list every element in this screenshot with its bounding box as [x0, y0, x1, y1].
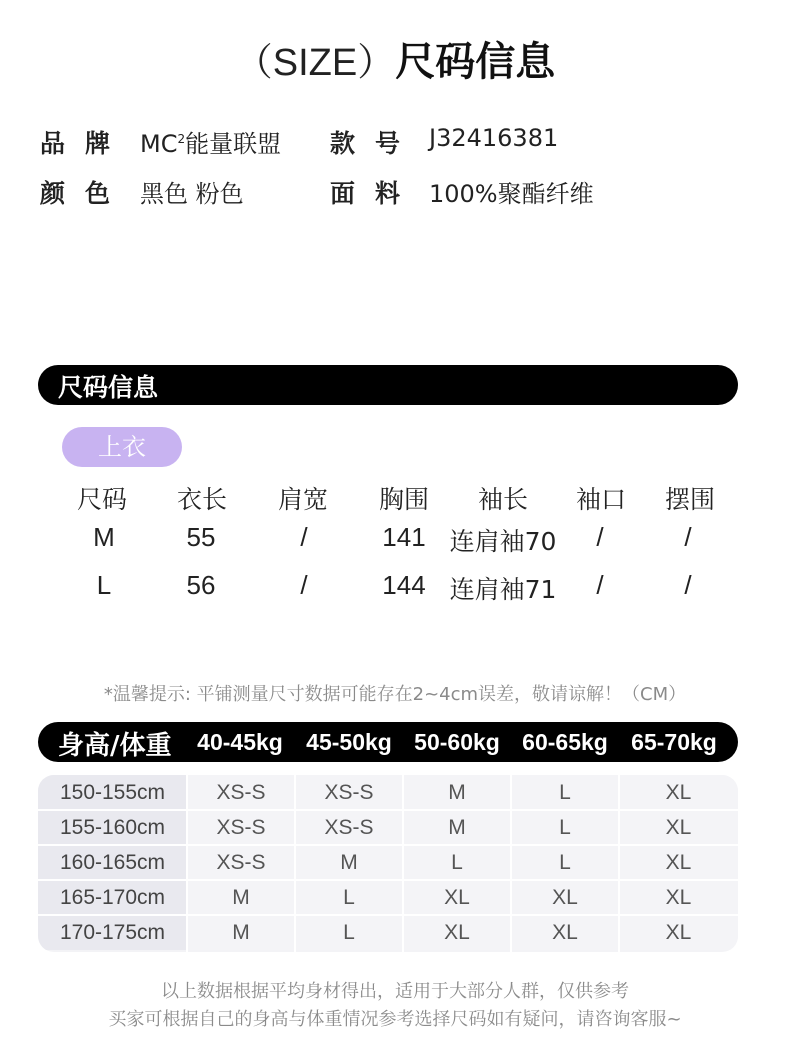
- brand-value: [140, 124, 281, 159]
- grid-divider: [294, 775, 296, 952]
- weight-column-header: 60-65kg: [522, 729, 608, 755]
- grid-divider: [510, 775, 512, 952]
- grid-cell: XL: [403, 880, 511, 915]
- size-table-cell: 56: [186, 570, 216, 600]
- size-table-cell: /: [684, 522, 692, 552]
- size-table-cell: /: [684, 570, 692, 600]
- grid-row: [38, 775, 738, 810]
- height-label: 170-175cm: [38, 915, 187, 950]
- size-table-cell: /: [300, 570, 308, 600]
- grid-row: [38, 915, 738, 950]
- grid-cell: XL: [619, 880, 738, 915]
- fabric-label: 面料: [330, 179, 421, 208]
- grid-cell: L: [295, 880, 403, 915]
- grid-cell: XL: [403, 915, 511, 950]
- grid-cell: XL: [619, 775, 738, 810]
- grid-cell: L: [295, 915, 403, 950]
- footer-note-line1: 以上数据根据平均身材得出，适用于大部分人群，仅供参考: [161, 981, 629, 1002]
- grid-divider: [38, 879, 738, 881]
- grid-cell: XS-S: [295, 775, 403, 810]
- grid-divider: [38, 914, 738, 916]
- measurement-tip: *温馨提示: 平铺测量尺寸数据可能存在2~4cm误差，敬请谅解！（CM）: [103, 684, 687, 705]
- grid-divider: [38, 844, 738, 846]
- weight-column-header: 65-70kg: [631, 729, 717, 755]
- grid-cell: L: [511, 775, 619, 810]
- color-value: 黑色 粉色: [140, 180, 244, 208]
- brand-name: MC: [140, 130, 178, 158]
- grid-cell: M: [187, 915, 295, 950]
- page-title: [0, 30, 790, 85]
- size-table-cell: 55: [186, 522, 216, 552]
- grid-cell: M: [403, 810, 511, 845]
- grid-cell: XL: [511, 915, 619, 950]
- size-table-cell: 144: [382, 570, 426, 600]
- size-recommendation-grid: [38, 775, 738, 952]
- grid-divider: [38, 809, 738, 811]
- size-table-cell: M: [93, 522, 115, 552]
- title-size-en: （SIZE）: [234, 42, 396, 84]
- size-table-header: 衣长: [176, 485, 228, 514]
- height-label: 155-160cm: [38, 810, 187, 845]
- color-label: 颜色: [40, 179, 131, 208]
- grid-row: [38, 845, 738, 880]
- brand-superscript: 2: [177, 132, 186, 146]
- size-table-cell: 连肩袖70: [449, 527, 557, 556]
- grid-cell: M: [403, 775, 511, 810]
- size-table-header: 摆围: [664, 485, 716, 514]
- grid-cell: XS-S: [187, 845, 295, 880]
- size-table-header: 胸围: [378, 485, 430, 514]
- grid-cell: L: [403, 845, 511, 880]
- size-table-header: 袖口: [575, 485, 627, 514]
- grid-divider: [618, 775, 620, 952]
- weight-column-header: 40-45kg: [197, 729, 283, 755]
- style-value: J32416381: [429, 124, 559, 152]
- size-table-cell: L: [96, 570, 112, 600]
- grid-row: [38, 810, 738, 845]
- grid-cell: XL: [619, 845, 738, 880]
- style-label: 款号: [330, 129, 421, 158]
- size-table-cell: /: [596, 522, 604, 552]
- size-table-header: 肩宽: [277, 485, 329, 514]
- fabric-value: 100%聚酯纤维: [429, 180, 594, 208]
- height-label: 165-170cm: [38, 880, 187, 915]
- grid-divider: [402, 775, 404, 952]
- grid-cell: XS-S: [295, 810, 403, 845]
- size-table-header: 袖长: [477, 485, 529, 514]
- size-table-header: 尺码: [76, 485, 128, 514]
- section-title: 尺码信息: [58, 373, 159, 402]
- size-table-cell: 141: [382, 522, 426, 552]
- weight-column-header: 50-60kg: [414, 729, 500, 755]
- grid-cell: XL: [619, 810, 738, 845]
- size-table-cell: /: [300, 522, 308, 552]
- height-label: 150-155cm: [38, 775, 187, 810]
- size-table-cell: /: [596, 570, 604, 600]
- grid-cell: XL: [511, 880, 619, 915]
- grid-cell: XL: [619, 915, 738, 950]
- footer-note-line2: 买家可根据自己的身高与体重情况参考选择尺码如有疑问，请咨询客服~: [108, 1009, 682, 1030]
- grid-cell: M: [295, 845, 403, 880]
- category-pill-top: 上衣: [62, 427, 182, 467]
- size-table-cell: 连肩袖71: [449, 575, 557, 604]
- brand-label: 品牌: [40, 129, 131, 158]
- height-label: 160-165cm: [38, 845, 187, 880]
- title-size-cn: 尺码信息: [395, 39, 556, 85]
- grid-cell: L: [511, 845, 619, 880]
- grid-cell: M: [187, 880, 295, 915]
- grid-divider: [186, 775, 188, 952]
- grid-cell: L: [511, 810, 619, 845]
- weight-column-header: 45-50kg: [306, 729, 392, 755]
- grid-row: [38, 880, 738, 915]
- grid-cell: XS-S: [187, 775, 295, 810]
- height-weight-label: 身高/体重: [58, 731, 172, 761]
- grid-cell: XS-S: [187, 810, 295, 845]
- brand-suffix: 能量联盟: [185, 130, 282, 158]
